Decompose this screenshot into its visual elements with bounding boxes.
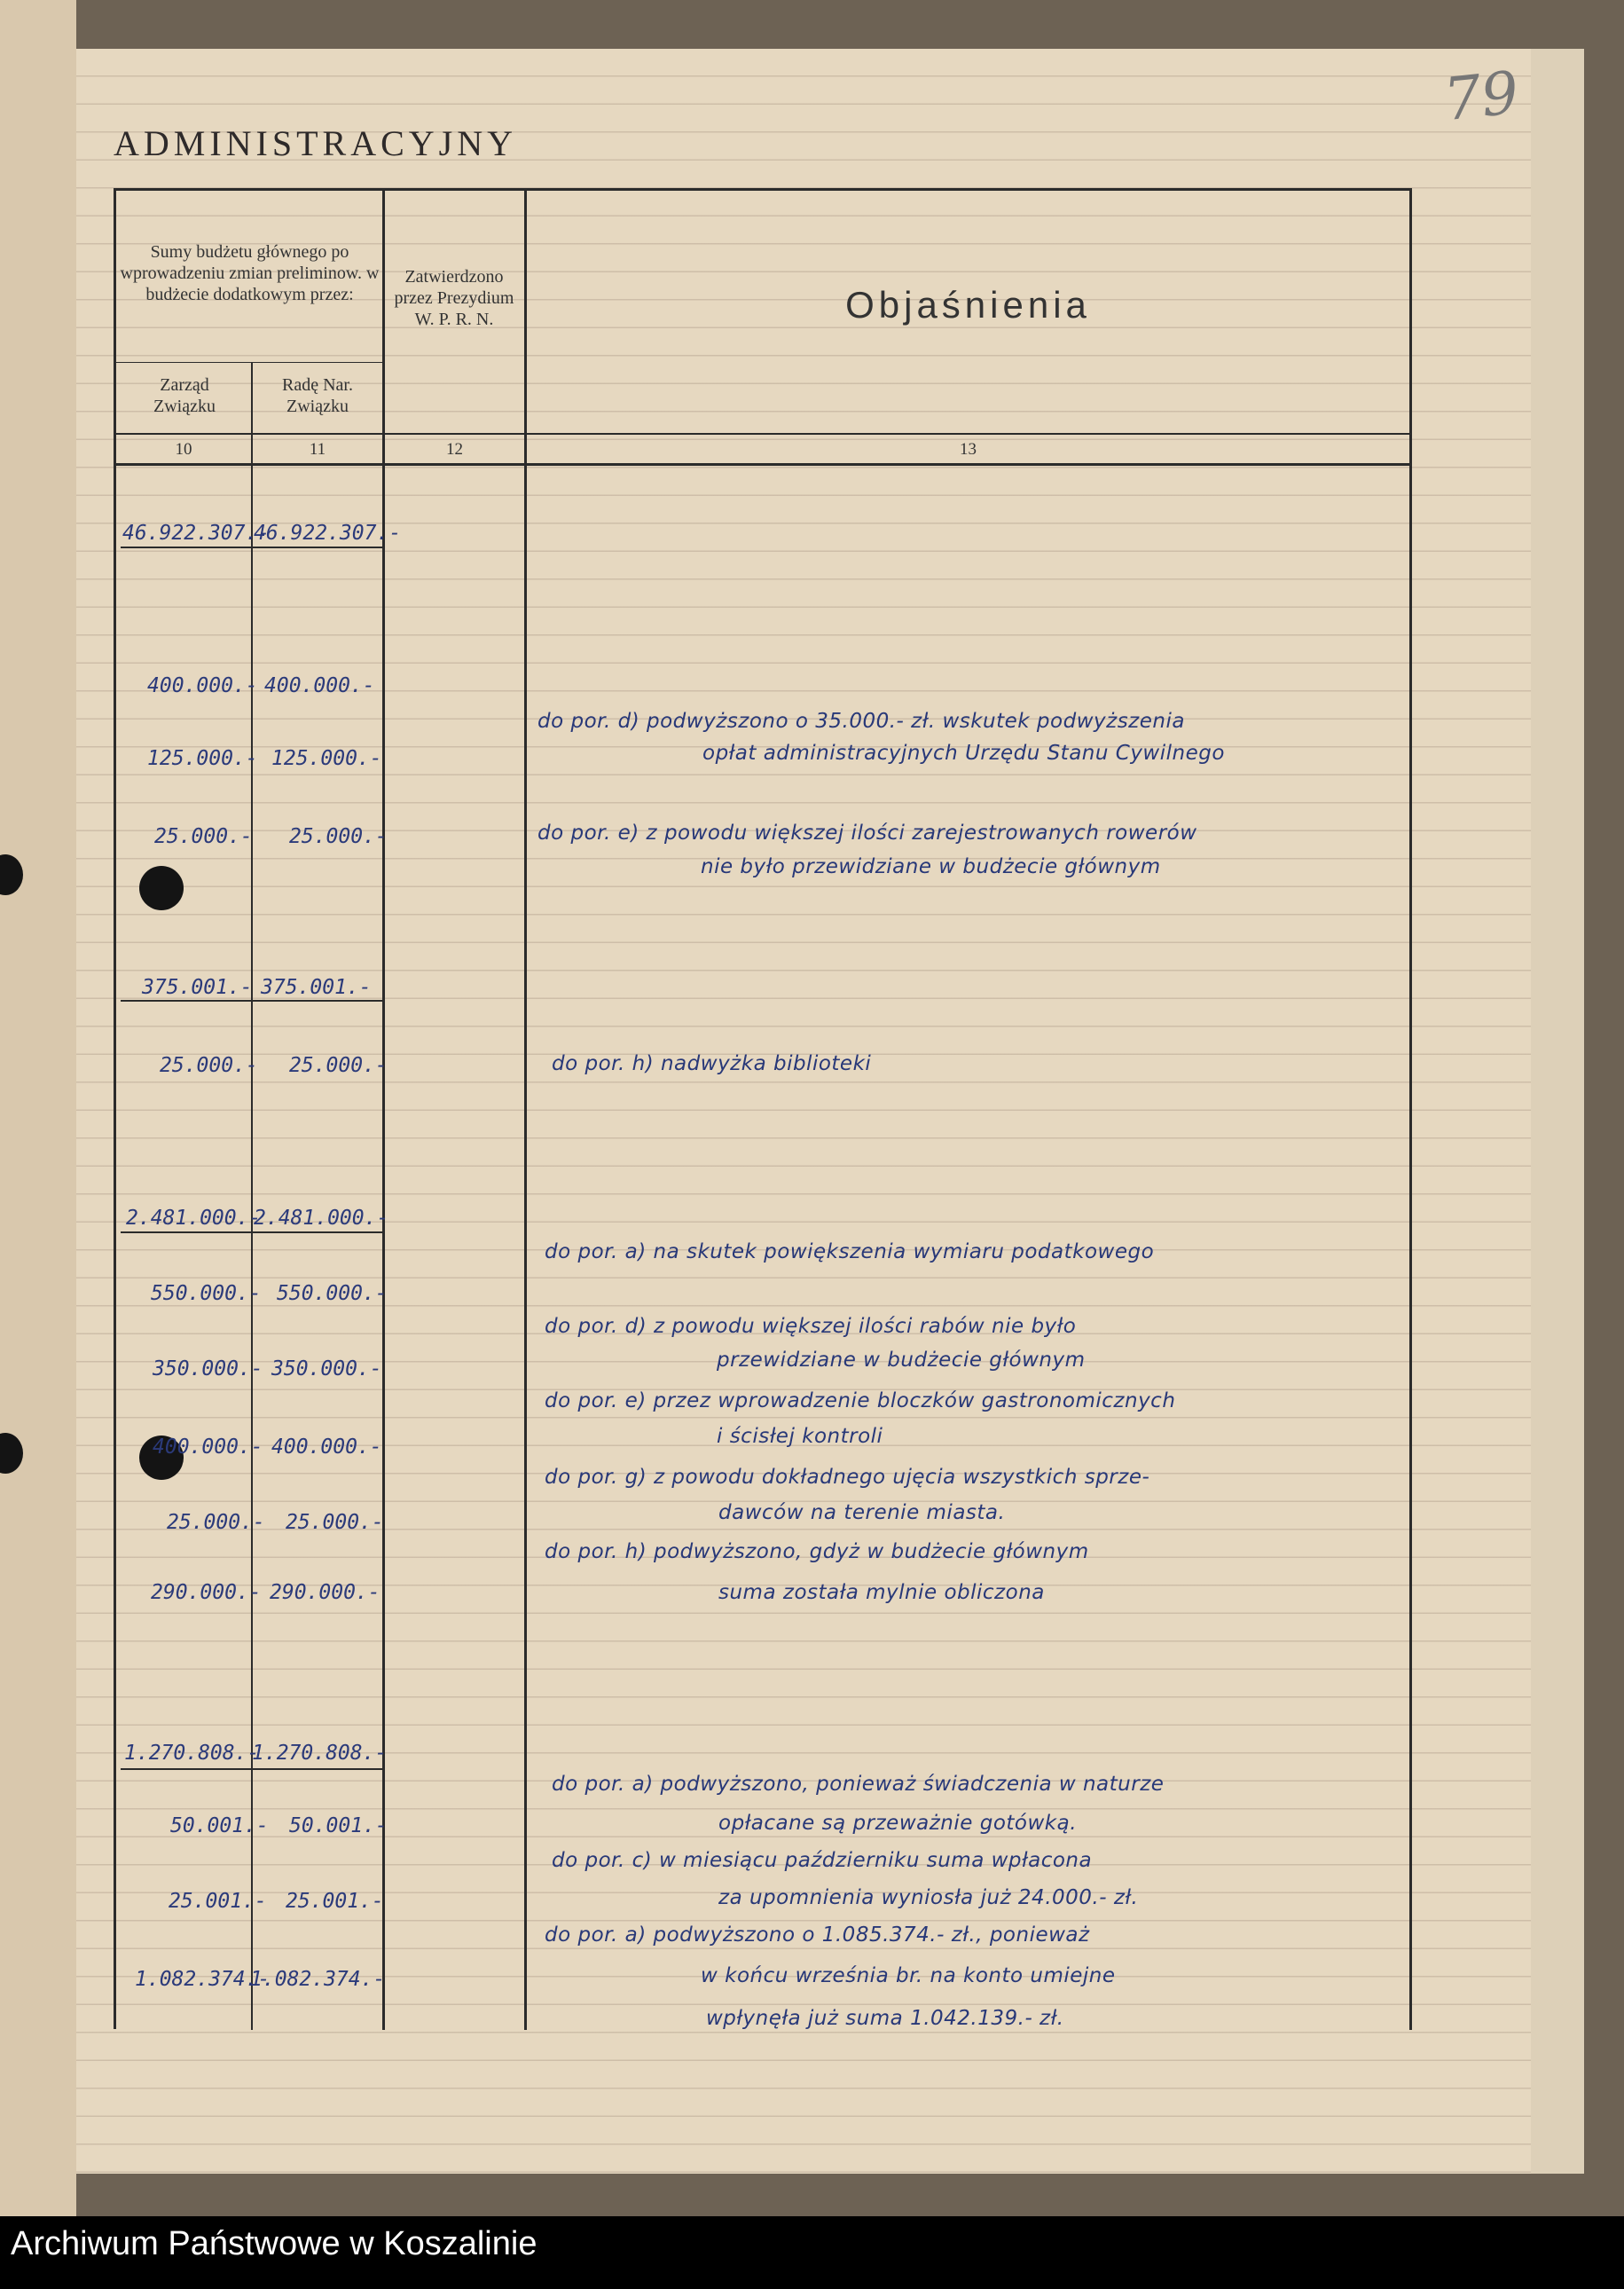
- header-col-10: Zarząd Związku: [153, 375, 216, 416]
- left-page-edge: [0, 0, 76, 2218]
- section-underline: [121, 1231, 383, 1233]
- amount-col-11: 290.000.-: [270, 1581, 381, 1604]
- amount-col-11: 46.922.307.-: [254, 522, 402, 545]
- explanation-line: do por. c) w miesiącu październiku suma wpłacona: [552, 1849, 1093, 1872]
- section-underline: [121, 1768, 383, 1770]
- explanation-line: suma została mylnie obliczona: [718, 1581, 1045, 1604]
- explanation-line: opłacane są przeważnie gotówką.: [718, 1812, 1078, 1835]
- section-title: ADMINISTRACYJNY: [114, 123, 518, 163]
- column-divider: [251, 362, 253, 2030]
- amount-col-10: 46.922.307.-: [122, 522, 271, 545]
- explanation-line: za upomnienia wyniosła już 24.000.- zł.: [718, 1886, 1139, 1909]
- punch-hole: [139, 866, 184, 910]
- amount-col-10: 400.000.-: [153, 1436, 263, 1459]
- amount-col-11: 25.000.-: [289, 825, 388, 848]
- amount-col-10: 50.001.-: [170, 1814, 269, 1837]
- header-col-13: Objaśnienia: [845, 284, 1091, 326]
- amount-col-10: 290.000.-: [151, 1581, 262, 1604]
- amount-col-10: 25.000.-: [167, 1511, 265, 1534]
- amount-col-11: 25.001.-: [286, 1890, 384, 1913]
- amount-col-11: 375.001.-: [261, 976, 372, 999]
- explanation-line: do por. a) na skutek powiększenia wymiaru podatkowego: [545, 1240, 1155, 1263]
- header-col-11: Radę Nar. Związku: [282, 375, 353, 416]
- explanation-line: dawców na terenie miasta.: [718, 1501, 1006, 1524]
- amount-col-11: 400.000.-: [264, 674, 375, 697]
- colnum-bottom-line: [114, 463, 1412, 466]
- explanation-line: do por. h) podwyższono, gdyż w budżecie głównym: [545, 1540, 1089, 1563]
- amount-col-10: 1.082.374.-: [135, 1968, 271, 1991]
- column-number-11: 11: [309, 440, 326, 459]
- explanation-line: nie było przewidziane w budżecie głównym: [701, 855, 1161, 878]
- explanation-line: do por. d) podwyższono o 35.000.- zł. wskutek podwyższenia: [537, 710, 1185, 733]
- amount-col-10: 2.481.000.-: [126, 1207, 262, 1230]
- amount-col-11: 2.481.000.-: [254, 1207, 389, 1230]
- explanation-line: do por. g) z powodu dokładnego ujęcia wszystkich sprze-: [545, 1466, 1150, 1489]
- explanation-line: i ścisłej kontroli: [717, 1425, 883, 1448]
- amount-col-10: 375.001.-: [142, 976, 253, 999]
- explanation-line: do por. e) z powodu większej ilości zarejestrowanych rowerów: [537, 822, 1197, 845]
- explanation-line: opłat administracyjnych Urzędu Stanu Cywilnego: [702, 742, 1225, 765]
- column-number-10: 10: [175, 440, 192, 459]
- explanation-line: w końcu września br. na konto umiejne: [701, 1964, 1116, 1987]
- archive-footer-bar: [0, 2216, 1624, 2289]
- subheader-line: [114, 362, 382, 363]
- explanation-line: do por. a) podwyższono o 1.085.374.- zł., ponieważ: [545, 1923, 1090, 1947]
- explanation-line: wpłynęła już suma 1.042.139.- zł.: [706, 2007, 1064, 2030]
- amount-col-10: 350.000.-: [153, 1357, 263, 1380]
- header-bottom-line: [114, 433, 1412, 435]
- amount-col-11: 50.001.-: [289, 1814, 388, 1837]
- amount-col-10: 25.000.-: [154, 825, 253, 848]
- header-col-12: Zatwierdzono przez Prezydium W. P. R. N.: [394, 267, 514, 329]
- column-number-13: 13: [960, 440, 977, 459]
- amount-col-10: 550.000.-: [151, 1282, 262, 1305]
- explanation-line: do por. e) przez wprowadzenie bloczków gastronomicznych: [545, 1389, 1176, 1412]
- explanation-line: do por. a) podwyższono, ponieważ świadczenia w naturze: [552, 1773, 1165, 1796]
- amount-col-10: 25.001.-: [169, 1890, 267, 1913]
- group-header: Sumy budżetu głównego po wprowadzeniu zmian preliminow. w budżecie dodatkowym przez:: [120, 242, 380, 304]
- amount-col-10: 125.000.-: [147, 747, 258, 770]
- amount-col-11: 550.000.-: [277, 1282, 388, 1305]
- page-edge-shadow: [1531, 49, 1584, 2174]
- amount-col-11: 1.082.374.-: [250, 1968, 386, 1991]
- page-number: 79: [1440, 58, 1522, 135]
- column-number-12: 12: [446, 440, 463, 459]
- table-top-border: [114, 188, 1412, 191]
- archive-name: Archiwum Państwowe w Koszalinie: [11, 2225, 537, 2262]
- amount-col-10: 25.000.-: [160, 1054, 258, 1077]
- amount-col-10: 400.000.-: [147, 674, 258, 697]
- amount-col-11: 400.000.-: [271, 1436, 382, 1459]
- section-underline: [121, 1000, 383, 1002]
- amount-col-11: 25.000.-: [289, 1054, 388, 1077]
- explanation-line: do por. h) nadwyżka biblioteki: [552, 1052, 872, 1075]
- amount-col-11: 1.270.808.-: [252, 1742, 388, 1765]
- explanation-line: przewidziane w budżecie głównym: [717, 1349, 1086, 1372]
- amount-col-11: 25.000.-: [286, 1511, 384, 1534]
- explanation-line: do por. d) z powodu większej ilości rabów nie było: [545, 1315, 1077, 1338]
- amount-col-10: 1.270.808.-: [124, 1742, 260, 1765]
- amount-col-11: 350.000.-: [271, 1357, 382, 1380]
- section-underline: [121, 547, 383, 548]
- amount-col-11: 125.000.-: [271, 747, 382, 770]
